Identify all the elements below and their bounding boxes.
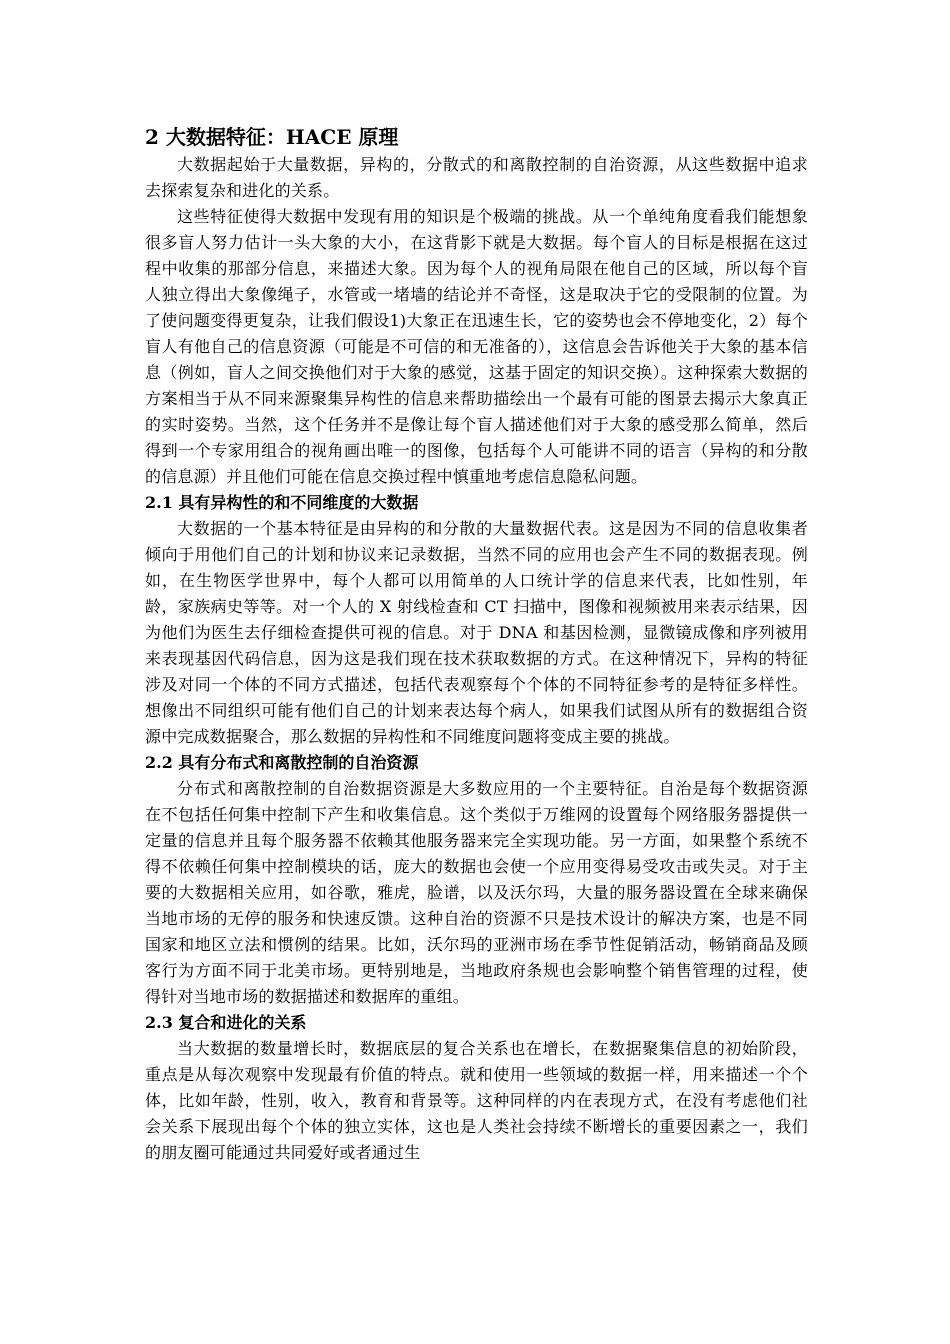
document-title: 2 大数据特征：HACE 原理	[145, 125, 399, 149]
section-heading-2-1: 2.1 具有异构性的和不同维度的大数据	[145, 493, 419, 512]
intro-paragraph-1: 大数据起始于大量数据，异构的，分散式的和离散控制的自治资源，从这些数据中追求去探索复杂和进化的关系。	[145, 155, 808, 200]
section-heading-2-2: 2.2 具有分布式和离散控制的自治资源	[145, 753, 419, 772]
section-paragraph-2-3: 当大数据的数量增长时，数据底层的复合关系也在增长，在数据聚集信息的初始阶段，重点是从每次观察中发现最有价值的特点。就和使用一些领域的数据一样，用来描述一个个体，比如年龄，性别，收入，教育和背景等。这种同样的内在表现方式，在没有考虑他们社会关系下展现出每个个体的独立实体，这也是人类社会持续不断增长的重要因素之一，我们的朋友圈可能通过共同爱好或者通过生	[145, 1039, 808, 1162]
section-paragraph-2-1: 大数据的一个基本特征是由异构的和分散的大量数据代表。这是因为不同的信息收集者倾向于用他们自己的计划和协议来记录数据，当然不同的应用也会产生不同的数据表现。例如，在生物医学世界中，每个人都可以用简单的人口统计学的信息来代表，比如性别，年龄，家族病史等等。对一个人的 X 射线检查和 CT 扫描中，图像和视频被用来表示结果，因为他们为医生去仔细检查提供可视的信息。对于 DNA 和基因检测，显微镜成像和序列被用来表现基因代码信息，因为这是我们现在技术获取数据的方式。在这种情况下，异构的特征涉及对同一个体的不同方式描述，包括代表观察每个个体的不同特征参考的是特征多样性。想像出不同组织可能有他们自己的计划来表达每个病人，如果我们试图从所有的数据组合资源中完成数据聚合，那么数据的异构性和不同维度问题将变成主要的挑战。	[145, 519, 808, 746]
intro-paragraph-2: 这些特征使得大数据中发现有用的知识是个极端的挑战。从一个单纯角度看我们能想象很多盲人努力估计一头大象的大小，在这背影下就是大数据。每个盲人的目标是根据在这过程中收集的那部分信息，来描述大象。因为每个人的视角局限在他自己的区域，所以每个盲人独立得出大象像绳子，水管或一堵墙的结论并不奇怪，这是取决于它的受限制的位置。为了使问题变得更复杂，让我们假设1)大象正在迅速生长，它的姿势也会不停地变化，2）每个盲人有他自己的信息资源（可能是不可信的和无准备的），这信息会告诉他关于大象的基本信息（例如，盲人之间交换他们对于大象的感觉，这基于固定的知识交换）。这种探索大数据的方案相当于从不同来源聚集异构性的信息来帮助描绘出一个最有可能的图景去揭示大象真正的实时姿势。当然，这个任务并不是像让每个盲人描述他们对于大象的感受那么简单，然后得到一个专家用组合的视角画出唯一的图像，包括每个人可能讲不同的语言（异构的和分散的信息源）并且他们可能在信息交换过程中慎重地考虑信息隐私问题。	[145, 207, 808, 486]
section-paragraph-2-2: 分布式和离散控制的自治数据资源是大多数应用的一个主要特征。自治是每个数据资源在不包括任何集中控制下产生和收集信息。这个类似于万维网的设置每个网络服务器提供一定量的信息并且每个服务器不依赖其他服务器来完全实现功能。另一方面，如果整个系统不得不依赖任何集中控制模块的话，庞大的数据也会使一个应用变得易受攻击或失灵。对于主要的大数据相关应用，如谷歌，雅虎，脸谱，以及沃尔玛，大量的服务器设置在全球来确保当地市场的无停的服务和快速反馈。这种自治的资源不只是技术设计的解决方案，也是不同国家和地区立法和惯例的结果。比如，沃尔玛的亚洲市场在季节性促销活动，畅销商品及顾客行为方面不同于北美市场。更特别地是，当地政府条规也会影响整个销售管理的过程，使得针对当地市场的数据描述和数据库的重组。	[145, 779, 808, 1006]
document-page	[145, 124, 808, 1166]
section-heading-2-3: 2.3 复合和进化的关系	[145, 1013, 307, 1032]
